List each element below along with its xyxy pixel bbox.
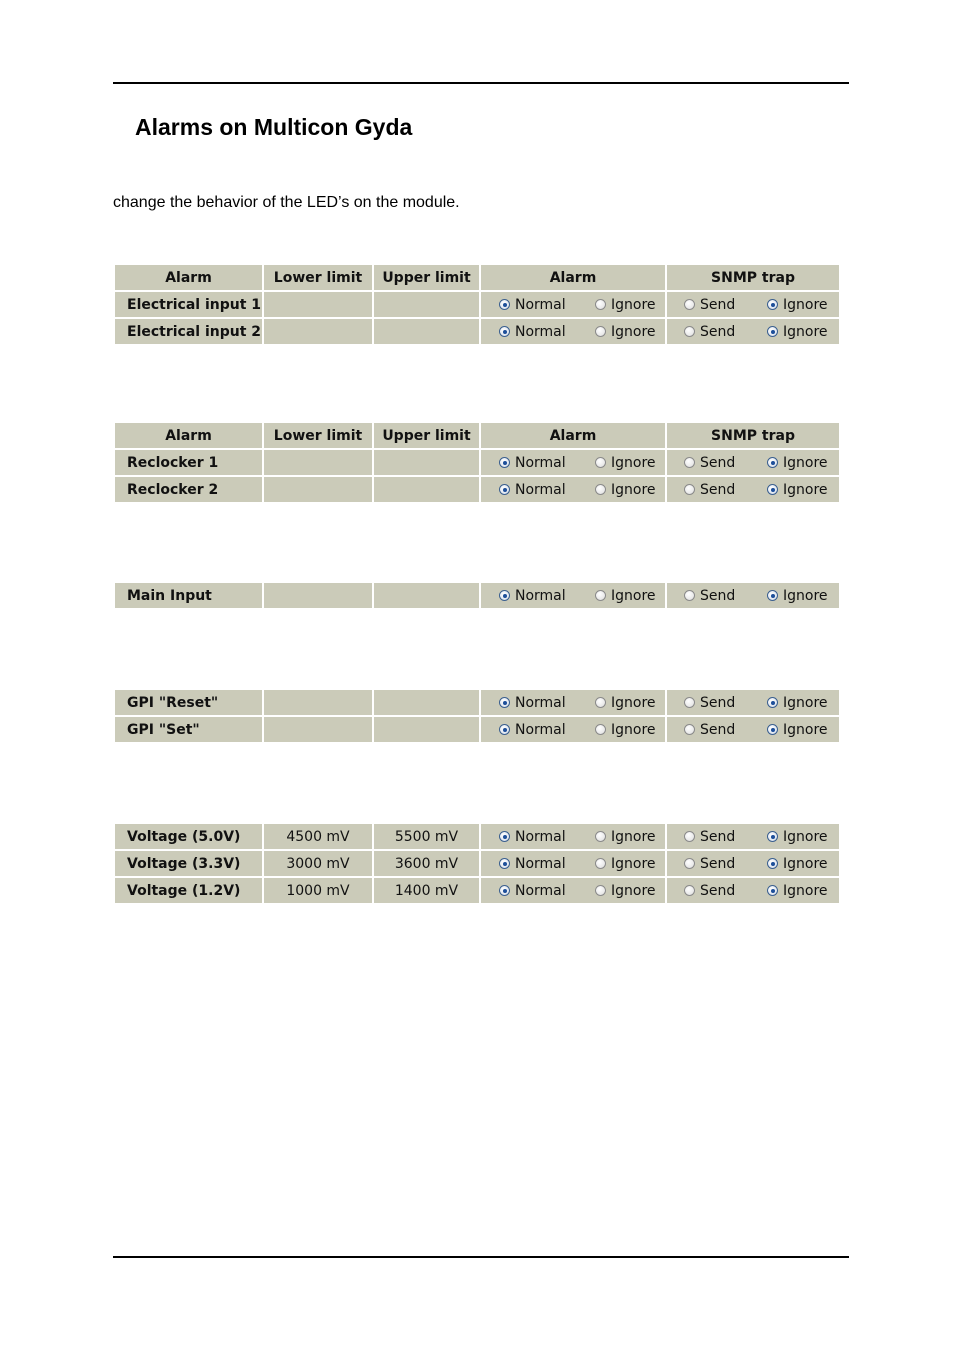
radio-label: Ignore <box>783 882 828 899</box>
radio-button[interactable] <box>595 885 606 896</box>
radio-label: Send <box>700 694 736 711</box>
header-snmp-trap: SNMP trap <box>667 265 839 290</box>
alarm-ignore-radio[interactable] <box>595 695 656 711</box>
alarm-normal-radio[interactable] <box>499 856 566 872</box>
radio-label: Ignore <box>611 828 656 845</box>
voltage-alarm-table <box>115 824 839 905</box>
radio-button[interactable] <box>684 858 695 869</box>
radio-button[interactable] <box>595 299 606 310</box>
radio-label: Normal <box>515 882 566 899</box>
intro-text: change the behavior of the LED’s on the module. <box>113 194 460 211</box>
radio-button[interactable] <box>595 724 606 735</box>
radio-label: Send <box>700 587 736 604</box>
radio-button[interactable] <box>684 299 695 310</box>
alarm-name: Electrical input 2 <box>115 319 262 344</box>
header-lower-limit: Lower limit <box>264 265 372 290</box>
radio-button[interactable] <box>767 326 778 337</box>
electrical-input-alarm-table <box>115 265 839 346</box>
radio-label: Send <box>700 882 736 899</box>
snmp-trap-cell <box>667 583 839 608</box>
lower-limit-value <box>264 292 372 317</box>
radio-button[interactable] <box>499 484 510 495</box>
table-row <box>115 450 839 475</box>
radio-label: Send <box>700 296 736 313</box>
radio-button[interactable] <box>684 724 695 735</box>
table-row <box>115 717 839 742</box>
alarm-normal-radio[interactable] <box>499 455 566 471</box>
snmp-trap-cell <box>667 878 839 903</box>
alarm-name: Reclocker 2 <box>115 477 262 502</box>
radio-label: Send <box>700 454 736 471</box>
alarm-ignore-radio[interactable] <box>595 324 656 340</box>
alarm-mode-cell <box>481 878 665 903</box>
table-header-row <box>115 265 839 290</box>
radio-button[interactable] <box>767 299 778 310</box>
alarm-normal-radio[interactable] <box>499 829 566 845</box>
alarm-name: GPI "Reset" <box>115 690 262 715</box>
radio-button[interactable] <box>595 858 606 869</box>
radio-button[interactable] <box>684 697 695 708</box>
lower-limit-value: 4500 mV <box>264 824 372 849</box>
table-row <box>115 690 839 715</box>
radio-label: Ignore <box>611 454 656 471</box>
alarm-ignore-radio[interactable] <box>595 829 656 845</box>
radio-label: Normal <box>515 828 566 845</box>
radio-label: Ignore <box>611 296 656 313</box>
alarm-mode-cell <box>481 824 665 849</box>
snmp-send-radio[interactable] <box>684 324 735 340</box>
snmp-send-radio[interactable] <box>684 829 735 845</box>
alarm-ignore-radio[interactable] <box>595 297 656 313</box>
alarm-ignore-radio[interactable] <box>595 482 656 498</box>
table-row <box>115 319 839 344</box>
radio-button[interactable] <box>684 457 695 468</box>
snmp-ignore-radio[interactable] <box>767 455 828 471</box>
upper-limit-value: 5500 mV <box>374 824 479 849</box>
header-alarm-mode: Alarm <box>481 265 665 290</box>
lower-limit-value: 1000 mV <box>264 878 372 903</box>
radio-button[interactable] <box>499 590 510 601</box>
radio-label: Ignore <box>611 587 656 604</box>
snmp-trap-cell <box>667 851 839 876</box>
alarm-normal-radio[interactable] <box>499 883 566 899</box>
snmp-ignore-radio[interactable] <box>767 324 828 340</box>
alarm-normal-radio[interactable] <box>499 588 566 604</box>
alarm-ignore-radio[interactable] <box>595 856 656 872</box>
snmp-ignore-radio[interactable] <box>767 722 828 738</box>
alarm-name: Voltage (3.3V) <box>115 851 262 876</box>
gpi-alarm-table <box>115 690 839 744</box>
lower-limit-value <box>264 690 372 715</box>
radio-label: Send <box>700 855 736 872</box>
top-rule <box>113 82 849 84</box>
radio-label: Ignore <box>783 454 828 471</box>
alarm-mode-cell <box>481 450 665 475</box>
table-row <box>115 583 839 608</box>
radio-button[interactable] <box>499 299 510 310</box>
radio-label: Ignore <box>783 694 828 711</box>
radio-label: Normal <box>515 323 566 340</box>
radio-label: Ignore <box>783 587 828 604</box>
snmp-ignore-radio[interactable] <box>767 856 828 872</box>
table-row <box>115 851 839 876</box>
alarm-name: Voltage (5.0V) <box>115 824 262 849</box>
table-header-row <box>115 423 839 448</box>
upper-limit-value: 3600 mV <box>374 851 479 876</box>
radio-button[interactable] <box>499 724 510 735</box>
radio-button[interactable] <box>595 831 606 842</box>
radio-button[interactable] <box>499 858 510 869</box>
radio-label: Normal <box>515 721 566 738</box>
radio-button[interactable] <box>499 697 510 708</box>
table-row <box>115 292 839 317</box>
radio-button[interactable] <box>767 885 778 896</box>
header-alarm: Alarm <box>115 265 262 290</box>
alarm-normal-radio[interactable] <box>499 695 566 711</box>
radio-button[interactable] <box>499 831 510 842</box>
radio-label: Normal <box>515 481 566 498</box>
table-row <box>115 824 839 849</box>
upper-limit-value: 1400 mV <box>374 878 479 903</box>
radio-button[interactable] <box>684 484 695 495</box>
radio-button[interactable] <box>767 831 778 842</box>
radio-label: Ignore <box>783 296 828 313</box>
alarm-ignore-radio[interactable] <box>595 588 656 604</box>
alarm-mode-cell <box>481 292 665 317</box>
radio-label: Ignore <box>611 882 656 899</box>
alarm-ignore-radio[interactable] <box>595 455 656 471</box>
upper-limit-value <box>374 583 479 608</box>
upper-limit-value <box>374 477 479 502</box>
lower-limit-value <box>264 717 372 742</box>
radio-label: Normal <box>515 855 566 872</box>
radio-label: Send <box>700 323 736 340</box>
main-input-alarm-table <box>115 583 839 610</box>
radio-label: Ignore <box>783 828 828 845</box>
radio-label: Normal <box>515 296 566 313</box>
upper-limit-value <box>374 319 479 344</box>
snmp-ignore-radio[interactable] <box>767 695 828 711</box>
radio-label: Normal <box>515 587 566 604</box>
radio-button[interactable] <box>499 885 510 896</box>
header-upper-limit: Upper limit <box>374 265 479 290</box>
alarm-ignore-radio[interactable] <box>595 722 656 738</box>
radio-label: Send <box>700 828 736 845</box>
alarm-normal-radio[interactable] <box>499 482 566 498</box>
snmp-trap-cell <box>667 450 839 475</box>
lower-limit-value <box>264 450 372 475</box>
snmp-trap-cell <box>667 319 839 344</box>
alarm-normal-radio[interactable] <box>499 722 566 738</box>
radio-label: Send <box>700 721 736 738</box>
snmp-send-radio[interactable] <box>684 455 735 471</box>
radio-label: Ignore <box>611 481 656 498</box>
table-row <box>115 477 839 502</box>
snmp-trap-cell <box>667 477 839 502</box>
radio-label: Ignore <box>611 323 656 340</box>
radio-button[interactable] <box>767 484 778 495</box>
radio-label: Ignore <box>611 721 656 738</box>
upper-limit-value <box>374 450 479 475</box>
radio-label: Normal <box>515 694 566 711</box>
radio-button[interactable] <box>767 590 778 601</box>
upper-limit-value <box>374 292 479 317</box>
reclocker-alarm-table <box>115 423 839 504</box>
snmp-trap-cell <box>667 292 839 317</box>
snmp-trap-cell <box>667 690 839 715</box>
snmp-trap-cell <box>667 717 839 742</box>
radio-button[interactable] <box>767 697 778 708</box>
radio-button[interactable] <box>595 326 606 337</box>
radio-button[interactable] <box>684 590 695 601</box>
radio-button[interactable] <box>595 484 606 495</box>
alarm-name: Main Input <box>115 583 262 608</box>
alarm-mode-cell <box>481 319 665 344</box>
header-snmp-trap: SNMP trap <box>667 423 839 448</box>
lower-limit-value <box>264 477 372 502</box>
alarm-mode-cell <box>481 851 665 876</box>
header-alarm-mode: Alarm <box>481 423 665 448</box>
snmp-send-radio[interactable] <box>684 695 735 711</box>
radio-button[interactable] <box>499 326 510 337</box>
alarm-mode-cell <box>481 690 665 715</box>
snmp-ignore-radio[interactable] <box>767 829 828 845</box>
snmp-send-radio[interactable] <box>684 722 735 738</box>
alarm-ignore-radio[interactable] <box>595 883 656 899</box>
snmp-ignore-radio[interactable] <box>767 588 828 604</box>
radio-label: Ignore <box>611 855 656 872</box>
radio-button[interactable] <box>684 326 695 337</box>
alarm-name: GPI "Set" <box>115 717 262 742</box>
snmp-send-radio[interactable] <box>684 482 735 498</box>
radio-label: Ignore <box>783 481 828 498</box>
header-alarm: Alarm <box>115 423 262 448</box>
lower-limit-value <box>264 319 372 344</box>
radio-label: Send <box>700 481 736 498</box>
radio-button[interactable] <box>767 858 778 869</box>
snmp-ignore-radio[interactable] <box>767 883 828 899</box>
header-lower-limit: Lower limit <box>264 423 372 448</box>
snmp-send-radio[interactable] <box>684 883 735 899</box>
alarm-normal-radio[interactable] <box>499 324 566 340</box>
lower-limit-value: 3000 mV <box>264 851 372 876</box>
lower-limit-value <box>264 583 372 608</box>
radio-button[interactable] <box>767 724 778 735</box>
page-title: Alarms on Multicon Gyda <box>135 114 413 140</box>
radio-button[interactable] <box>595 590 606 601</box>
alarm-mode-cell <box>481 477 665 502</box>
radio-button[interactable] <box>595 697 606 708</box>
radio-label: Ignore <box>783 855 828 872</box>
alarm-name: Reclocker 1 <box>115 450 262 475</box>
header-upper-limit: Upper limit <box>374 423 479 448</box>
snmp-ignore-radio[interactable] <box>767 482 828 498</box>
alarm-name: Voltage (1.2V) <box>115 878 262 903</box>
alarm-mode-cell <box>481 583 665 608</box>
radio-button[interactable] <box>684 831 695 842</box>
alarm-mode-cell <box>481 717 665 742</box>
radio-label: Ignore <box>783 721 828 738</box>
radio-button[interactable] <box>684 885 695 896</box>
upper-limit-value <box>374 717 479 742</box>
radio-label: Normal <box>515 454 566 471</box>
snmp-send-radio[interactable] <box>684 856 735 872</box>
alarm-normal-radio[interactable] <box>499 297 566 313</box>
alarm-name: Electrical input 1 <box>115 292 262 317</box>
bottom-rule <box>113 1256 849 1258</box>
radio-label: Ignore <box>783 323 828 340</box>
radio-button[interactable] <box>767 457 778 468</box>
radio-label: Ignore <box>611 694 656 711</box>
snmp-send-radio[interactable] <box>684 588 735 604</box>
upper-limit-value <box>374 690 479 715</box>
snmp-send-radio[interactable] <box>684 297 735 313</box>
radio-button[interactable] <box>595 457 606 468</box>
snmp-trap-cell <box>667 824 839 849</box>
snmp-ignore-radio[interactable] <box>767 297 828 313</box>
radio-button[interactable] <box>499 457 510 468</box>
table-row <box>115 878 839 903</box>
